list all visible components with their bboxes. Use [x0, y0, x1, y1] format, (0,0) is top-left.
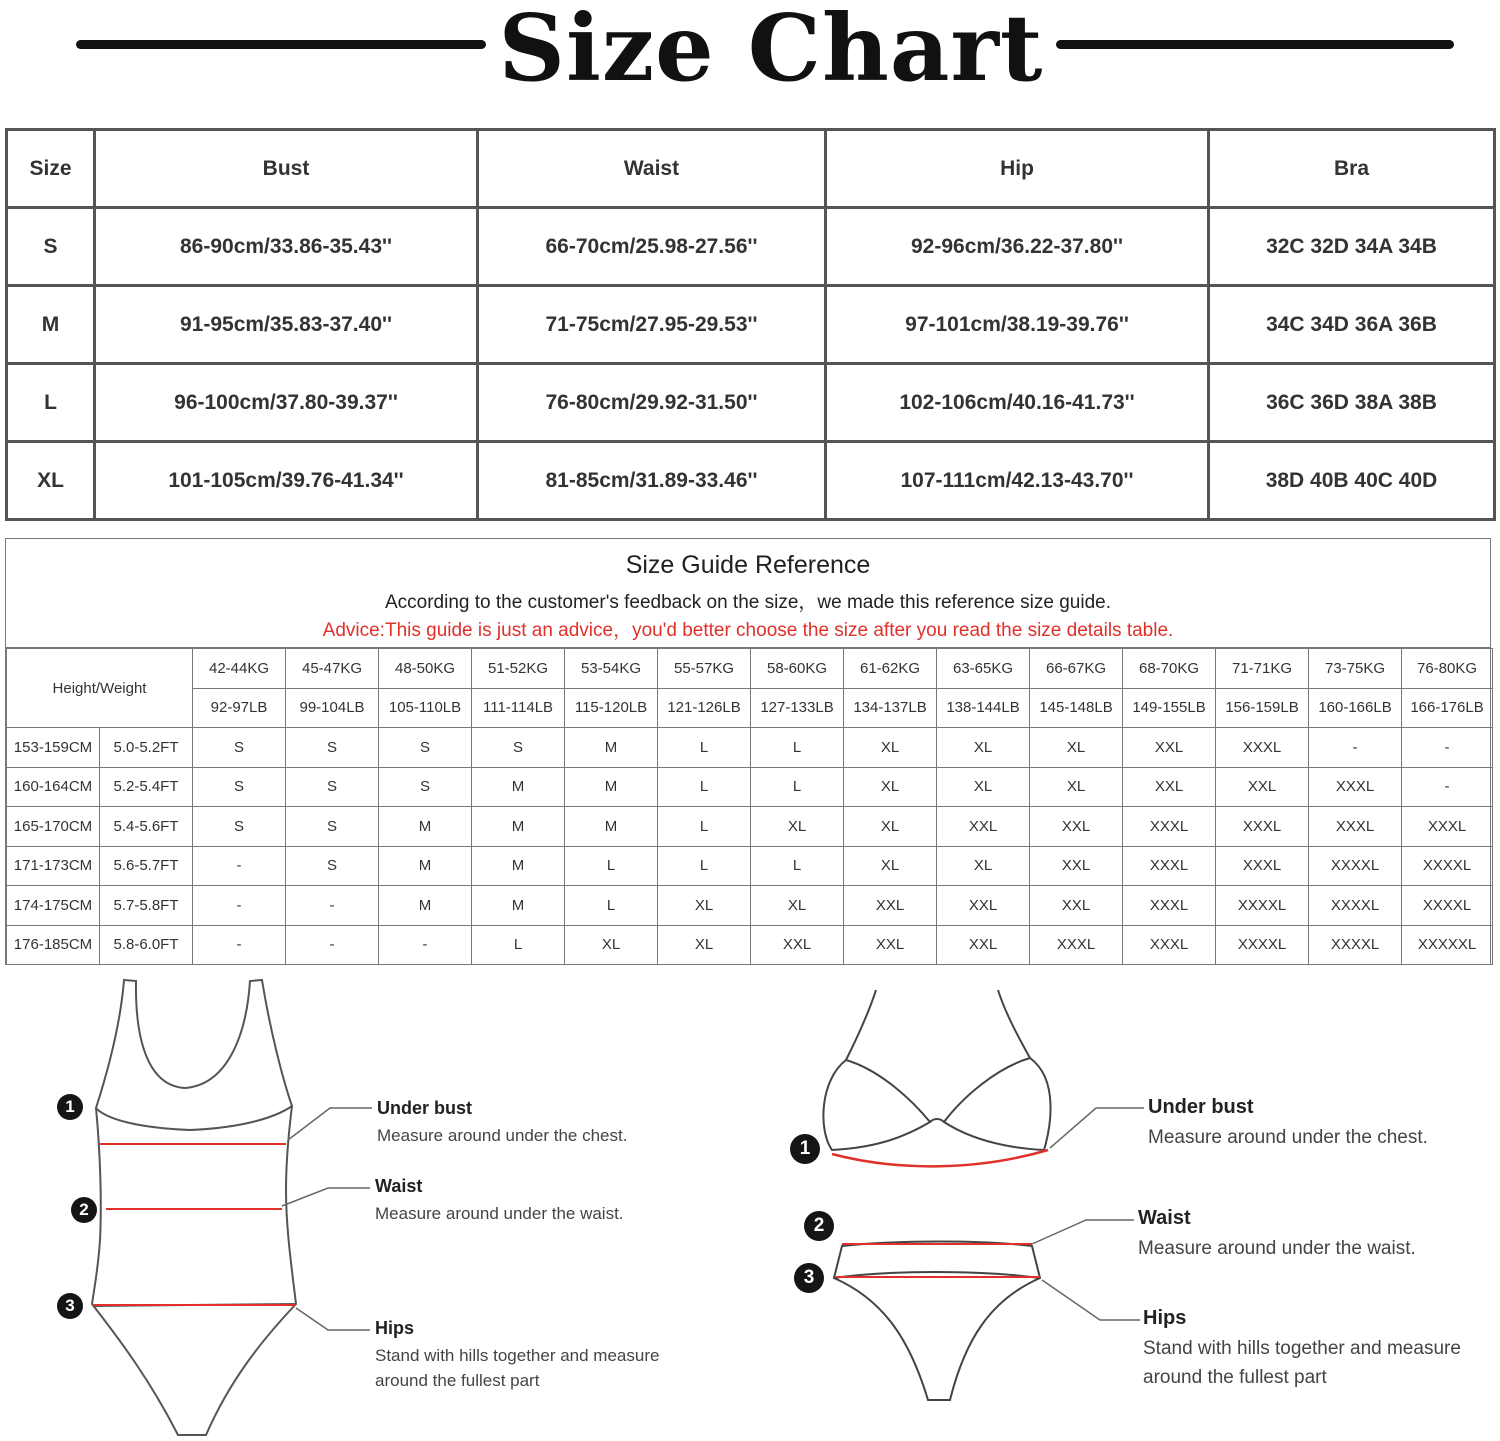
size-cell: XXL [937, 807, 1030, 847]
weight-lb-header: 111-114LB [472, 688, 565, 728]
size-cell: XL [751, 807, 844, 847]
size-table-header-row [7, 130, 1495, 208]
reference-title: Size Guide Reference [625, 551, 871, 579]
size-cell: XXXL [1309, 767, 1402, 807]
height-ft-cell: 5.7-5.8FT [100, 886, 193, 926]
size-cell: XXXL [1216, 846, 1309, 886]
size-cell: XXXL [1030, 925, 1123, 965]
size-cell: XXL [1216, 767, 1309, 807]
size-cell: M [565, 728, 658, 768]
size-cell: XL [751, 886, 844, 926]
table-cell: 81-85cm/31.89-33.46'' [478, 442, 826, 520]
swimsuit-hips-desc-1: Stand with hills together and measure [375, 1346, 660, 1365]
header-hip: Hip [826, 130, 1209, 208]
size-cell: XXL [1123, 767, 1216, 807]
swimsuit-waist-label: Waist [375, 1176, 423, 1196]
marker-3-icon: 3 [57, 1293, 83, 1319]
table-cell: 92-96cm/36.22-37.80'' [826, 208, 1209, 286]
weight-lb-header: 138-144LB [937, 688, 1030, 728]
size-cell: M [472, 846, 565, 886]
bikini-hips-desc-1: Stand with hills together and measure [1143, 1338, 1461, 1359]
size-cell: XXL [1030, 886, 1123, 926]
table-row [7, 208, 1495, 286]
height-cm-cell: 153-159CM [7, 728, 100, 768]
bikini-bottom-illustration [834, 1242, 1040, 1401]
size-cell: XXXXL [1402, 886, 1493, 926]
table-cell: 71-75cm/27.95-29.53'' [478, 286, 826, 364]
height-ft-cell: 5.2-5.4FT [100, 767, 193, 807]
reference-advice: Advice:This guide is just an advice，you'd better choose the size after you read the size details table. [322, 620, 1174, 641]
height-cm-cell: 176-185CM [7, 925, 100, 965]
height-cm-cell: 174-175CM [7, 886, 100, 926]
table-row [7, 728, 1493, 768]
weight-kg-header: 71-71KG [1216, 649, 1309, 689]
weight-kg-header: 76-80KG [1402, 649, 1493, 689]
weight-kg-header: 48-50KG [379, 649, 472, 689]
size-cell: XXXL [1123, 925, 1216, 965]
size-cell: M [379, 846, 472, 886]
size-cell: S [193, 728, 286, 768]
table-row [7, 925, 1493, 965]
bikini-underbust-desc: Measure around under the chest. [1148, 1127, 1428, 1148]
swimsuit-underbust-label: Under bust [377, 1098, 473, 1118]
size-cell: XXXL [1216, 728, 1309, 768]
size-cell: XXXL [1123, 886, 1216, 926]
table-row [7, 286, 1495, 364]
table-cell: 76-80cm/29.92-31.50'' [478, 364, 826, 442]
table-row [7, 364, 1495, 442]
size-cell: XL [844, 767, 937, 807]
size-cell: S [379, 767, 472, 807]
size-cell: XL [1030, 767, 1123, 807]
size-cell: XL [658, 886, 751, 926]
table-cell: 36C 36D 38A 38B [1209, 364, 1495, 442]
size-cell: XXXL [1216, 807, 1309, 847]
header-bra: Bra [1209, 130, 1495, 208]
height-ft-cell: 5.0-5.2FT [100, 728, 193, 768]
table-row [7, 442, 1495, 520]
weight-lb-header: 156-159LB [1216, 688, 1309, 728]
weight-kg-header: 45-47KG [286, 649, 379, 689]
weight-kg-header: 68-70KG [1123, 649, 1216, 689]
weight-kg-header: 61-62KG [844, 649, 937, 689]
weight-lb-header: 121-126LB [658, 688, 751, 728]
size-table [5, 128, 1496, 521]
table-cell: 96-100cm/37.80-39.37'' [95, 364, 478, 442]
bikini-hips-label: Hips [1143, 1307, 1187, 1329]
size-cell: L [565, 846, 658, 886]
size-cell: S [379, 728, 472, 768]
weight-lb-header: 149-155LB [1123, 688, 1216, 728]
header-bust: Bust [95, 130, 478, 208]
weight-kg-header: 63-65KG [937, 649, 1030, 689]
size-cell: XXXXL [1309, 886, 1402, 926]
marker-1-icon: 1 [790, 1134, 820, 1164]
size-cell: XXXXL [1216, 886, 1309, 926]
size-cell: L [658, 846, 751, 886]
size-cell: XXXXL [1309, 846, 1402, 886]
height-ft-cell: 5.4-5.6FT [100, 807, 193, 847]
size-cell: XXXXL [1216, 925, 1309, 965]
table-cell: S [7, 208, 95, 286]
height-cm-cell: 171-173CM [7, 846, 100, 886]
size-cell: XXXL [1123, 846, 1216, 886]
reference-header [6, 539, 1490, 648]
table-cell: L [7, 364, 95, 442]
size-cell: S [193, 767, 286, 807]
size-cell: S [286, 728, 379, 768]
table-cell: 91-95cm/35.83-37.40'' [95, 286, 478, 364]
weight-lb-header: 145-148LB [1030, 688, 1123, 728]
corner-label: Height/Weight [7, 649, 193, 728]
size-cell: L [658, 728, 751, 768]
height-ft-cell: 5.8-6.0FT [100, 925, 193, 965]
weight-kg-header: 58-60KG [751, 649, 844, 689]
bikini-waist-desc: Measure around under the waist. [1138, 1238, 1416, 1259]
weight-kg-header: 51-52KG [472, 649, 565, 689]
weight-lb-header: 166-176LB [1402, 688, 1493, 728]
size-cell: S [286, 807, 379, 847]
table-row [7, 767, 1493, 807]
size-cell: XL [658, 925, 751, 965]
swimsuit-illustration [92, 980, 296, 1435]
size-cell: XXXL [1402, 807, 1493, 847]
size-cell: XL [937, 846, 1030, 886]
table-cell: 102-106cm/40.16-41.73'' [826, 364, 1209, 442]
table-cell: XL [7, 442, 95, 520]
table-cell: 66-70cm/25.98-27.56'' [478, 208, 826, 286]
size-cell: XL [844, 846, 937, 886]
size-cell: XL [937, 728, 1030, 768]
size-cell: XXXXXL [1402, 925, 1493, 965]
header-size: Size [7, 130, 95, 208]
bikini-underbust-line [832, 1150, 1048, 1166]
size-cell: M [565, 767, 658, 807]
weight-lb-row [7, 688, 1493, 728]
size-guide-reference [5, 538, 1491, 965]
marker-1-icon: 1 [57, 1094, 83, 1120]
size-cell: L [658, 807, 751, 847]
size-cell: M [472, 807, 565, 847]
weight-lb-header: 134-137LB [844, 688, 937, 728]
size-cell: L [751, 846, 844, 886]
swimsuit-waist-desc: Measure around under the waist. [375, 1204, 624, 1223]
size-cell: XXXXL [1309, 925, 1402, 965]
size-cell: - [1402, 728, 1493, 768]
weight-kg-header: 53-54KG [565, 649, 658, 689]
size-cell: - [1402, 767, 1493, 807]
page-title: Size Chart [498, 0, 1044, 102]
size-cell: L [472, 925, 565, 965]
bikini-hips-desc-2: around the fullest part [1143, 1367, 1327, 1388]
weight-kg-header: 42-44KG [193, 649, 286, 689]
weight-lb-header: 160-166LB [1309, 688, 1402, 728]
table-cell: 38D 40B 40C 40D [1209, 442, 1495, 520]
size-cell: XXL [751, 925, 844, 965]
table-cell: 34C 34D 36A 36B [1209, 286, 1495, 364]
size-cell: XXL [844, 925, 937, 965]
table-row [7, 886, 1493, 926]
weight-lb-header: 105-110LB [379, 688, 472, 728]
size-cell: - [193, 846, 286, 886]
size-cell: L [751, 767, 844, 807]
size-cell: M [472, 767, 565, 807]
weight-lb-header: 99-104LB [286, 688, 379, 728]
size-cell: M [472, 886, 565, 926]
size-cell: S [286, 846, 379, 886]
size-cell: XXL [1123, 728, 1216, 768]
table-cell: 86-90cm/33.86-35.43'' [95, 208, 478, 286]
size-cell: XXL [937, 886, 1030, 926]
table-row [7, 807, 1493, 847]
bikini-leader-lines [1032, 1108, 1144, 1320]
weight-lb-header: 127-133LB [751, 688, 844, 728]
size-cell: XXL [1030, 807, 1123, 847]
size-cell: - [1309, 728, 1402, 768]
title-rule-right [1056, 40, 1454, 49]
size-cell: M [565, 807, 658, 847]
size-cell: - [379, 925, 472, 965]
table-cell: 97-101cm/38.19-39.76'' [826, 286, 1209, 364]
height-cm-cell: 165-170CM [7, 807, 100, 847]
swimsuit-hips-label: Hips [375, 1318, 415, 1338]
swimsuit-hips-desc-2: around the fullest part [375, 1371, 540, 1390]
bikini-underbust-label: Under bust [1148, 1096, 1254, 1118]
size-cell: - [193, 925, 286, 965]
table-cell: M [7, 286, 95, 364]
weight-kg-row [7, 649, 1493, 689]
size-cell: XXL [1030, 846, 1123, 886]
size-cell: XL [1030, 728, 1123, 768]
weight-lb-header: 92-97LB [193, 688, 286, 728]
marker-2-icon: 2 [804, 1211, 834, 1241]
marker-2-icon: 2 [71, 1197, 97, 1223]
size-cell: M [379, 807, 472, 847]
size-cell: S [472, 728, 565, 768]
height-ft-cell: 5.6-5.7FT [100, 846, 193, 886]
size-cell: - [193, 886, 286, 926]
size-cell: S [286, 767, 379, 807]
size-cell: XL [937, 767, 1030, 807]
table-cell: 107-111cm/42.13-43.70'' [826, 442, 1209, 520]
size-cell: XXL [937, 925, 1030, 965]
table-cell: 32C 32D 34A 34B [1209, 208, 1495, 286]
title-rule-left [76, 40, 486, 49]
size-cell: - [286, 925, 379, 965]
size-cell: L [658, 767, 751, 807]
size-cell: XL [844, 807, 937, 847]
size-cell: XL [844, 728, 937, 768]
table-cell: 101-105cm/39.76-41.34'' [95, 442, 478, 520]
size-cell: S [193, 807, 286, 847]
size-cell: XXXXL [1402, 846, 1493, 886]
size-cell: XXL [844, 886, 937, 926]
size-cell: M [379, 886, 472, 926]
swimsuit-underbust-desc: Measure around under the chest. [377, 1126, 628, 1145]
height-cm-cell: 160-164CM [7, 767, 100, 807]
table-row [7, 846, 1493, 886]
bikini-top-illustration [823, 990, 1050, 1150]
size-cell: XL [565, 925, 658, 965]
weight-lb-header: 115-120LB [565, 688, 658, 728]
size-cell: L [751, 728, 844, 768]
header-waist: Waist [478, 130, 826, 208]
weight-kg-header: 73-75KG [1309, 649, 1402, 689]
weight-kg-header: 66-67KG [1030, 649, 1123, 689]
reference-table [6, 648, 1493, 965]
size-cell: XXXL [1309, 807, 1402, 847]
size-cell: L [565, 886, 658, 926]
reference-description: According to the customer's feedback on the size，we made this reference size guide. [384, 592, 1111, 613]
size-cell: - [286, 886, 379, 926]
weight-kg-header: 55-57KG [658, 649, 751, 689]
size-cell: XXXL [1123, 807, 1216, 847]
bikini-waist-label: Waist [1138, 1207, 1191, 1229]
marker-3-icon: 3 [794, 1263, 824, 1293]
